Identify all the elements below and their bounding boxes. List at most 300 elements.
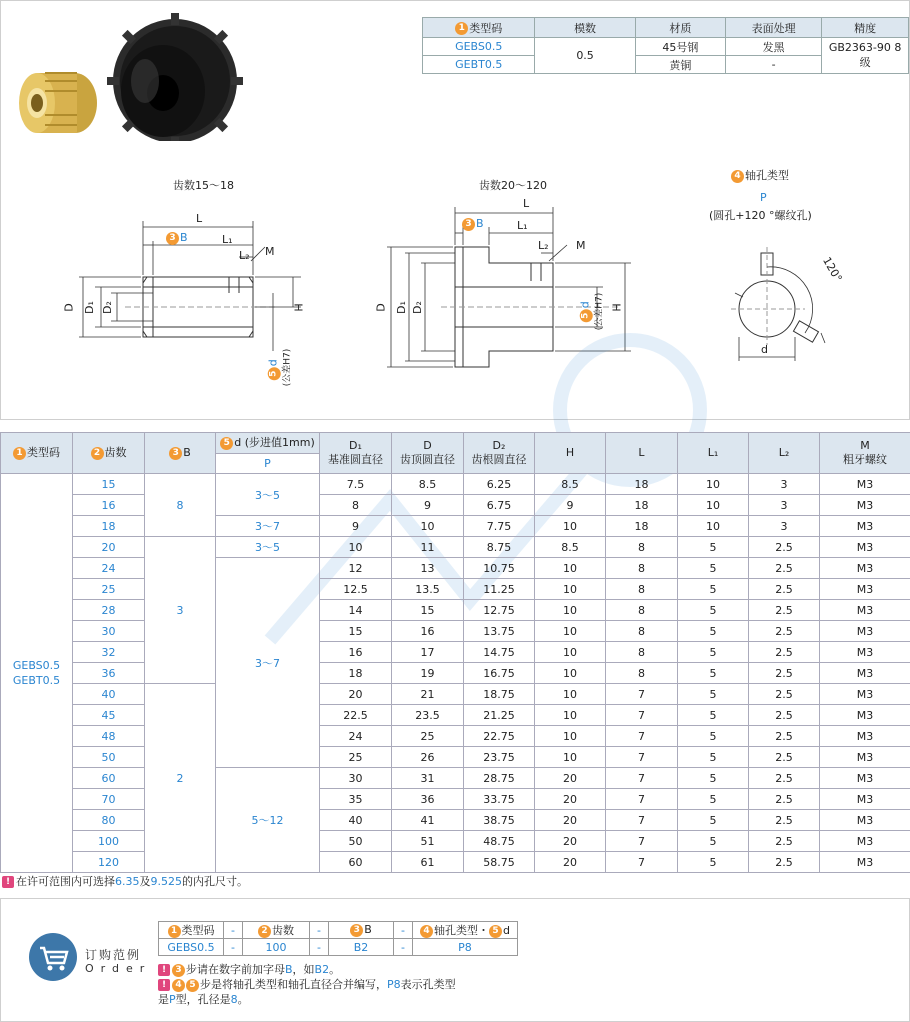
h-cell: 10 <box>535 726 606 747</box>
l-cell: 7 <box>606 747 678 768</box>
step-number-badge: 5 <box>267 367 280 380</box>
dim-M: M <box>265 245 275 258</box>
table-row <box>1 705 910 726</box>
step-number-badge: 3 <box>172 964 185 977</box>
spec-header-material: 材质 <box>635 18 725 38</box>
p-cell: 3～5 <box>216 537 320 558</box>
d1-cell: 30 <box>320 768 392 789</box>
drawing-title-right-text: 轴孔类型 <box>745 169 789 182</box>
header-b <box>145 433 216 474</box>
header-teeth-label: 齿数 <box>104 446 127 459</box>
hole-type-code: P <box>760 191 767 204</box>
table-row <box>1 810 910 831</box>
d-cell: 31 <box>392 768 464 789</box>
l1-cell: 10 <box>678 516 749 537</box>
order-separator: - <box>224 939 243 956</box>
p-cell: 3～7 <box>216 516 320 537</box>
order-header-teeth <box>243 922 310 939</box>
spec-header-precision: 精度 <box>822 18 909 38</box>
d1-cell: 22.5 <box>320 705 392 726</box>
teeth-cell: 18 <box>73 516 145 537</box>
l2-cell: 2.5 <box>749 768 820 789</box>
l2-cell: 2.5 <box>749 831 820 852</box>
l2-cell: 3 <box>749 474 820 495</box>
spec-header-surface: 表面处理 <box>726 18 822 38</box>
order-header-type <box>159 922 224 939</box>
h-cell: 20 <box>535 789 606 810</box>
teeth-cell: 45 <box>73 705 145 726</box>
hole-angle: 120° <box>819 254 845 285</box>
table-row <box>1 747 910 768</box>
d2-cell: 8.75 <box>464 537 535 558</box>
m-cell: M3 <box>820 705 910 726</box>
l1-cell: 10 <box>678 495 749 516</box>
d-cell: 23.5 <box>392 705 464 726</box>
l2-cell: 3 <box>749 516 820 537</box>
note-value-a: 6.35 <box>115 875 140 888</box>
dim-L1-large: L₁ <box>517 219 528 232</box>
l-cell: 7 <box>606 810 678 831</box>
h-cell: 9 <box>535 495 606 516</box>
header-d1 <box>320 433 392 474</box>
l-cell: 7 <box>606 705 678 726</box>
drawing-title-middle: 齿数20～120 <box>479 179 547 192</box>
m-cell: M3 <box>820 726 910 747</box>
h-cell: 10 <box>535 558 606 579</box>
spec-surface: 发黑 <box>726 38 822 56</box>
spec-module: 0.5 <box>535 38 635 74</box>
l-cell: 7 <box>606 852 678 873</box>
l1-cell: 5 <box>678 663 749 684</box>
header-dd-symbol: D <box>423 439 432 452</box>
dim-B-large <box>462 217 484 231</box>
order-separator: - <box>310 922 329 939</box>
step-number-badge: 5 <box>220 437 233 450</box>
table-row <box>1 684 910 705</box>
dim-H-large: H <box>610 303 624 312</box>
l2-cell: 2.5 <box>749 684 820 705</box>
table-row <box>1 789 910 810</box>
m-cell: M3 <box>820 558 910 579</box>
l1-cell: 5 <box>678 579 749 600</box>
dim-B-label: B <box>180 231 188 244</box>
note-text: 的内孔尺寸。 <box>182 875 248 888</box>
header-m <box>820 433 910 474</box>
h-cell: 10 <box>535 621 606 642</box>
l2-cell: 2.5 <box>749 579 820 600</box>
header-m-label: 粗牙螺纹 <box>843 453 887 466</box>
d1-cell: 15 <box>320 621 392 642</box>
p-cell: 5～12 <box>216 768 320 873</box>
d1-cell: 60 <box>320 852 392 873</box>
order-header-label: d <box>503 924 510 937</box>
header-d1-symbol: D₁ <box>349 439 362 452</box>
step-number-badge: 3 <box>166 232 179 245</box>
order-value-row <box>159 939 518 956</box>
table-row <box>1 537 910 558</box>
b-cell: 3 <box>145 537 216 684</box>
teeth-cell: 28 <box>73 600 145 621</box>
m-cell: M3 <box>820 600 910 621</box>
spec-header-type <box>423 18 535 38</box>
order-header-label: 轴孔类型・ <box>434 924 489 937</box>
d1-cell: 12 <box>320 558 392 579</box>
dim-B <box>166 231 188 245</box>
h-cell: 20 <box>535 810 606 831</box>
header-d2-label: 齿根圆直径 <box>471 453 527 466</box>
product-overview-panel <box>0 0 910 420</box>
model-code: GEBS0.5 <box>12 659 61 672</box>
spec-header-row <box>423 18 909 38</box>
l-cell: 8 <box>606 579 678 600</box>
header-d2-symbol: D₂ <box>492 439 506 452</box>
dim-D1-large: D₁ <box>394 301 408 314</box>
table-row <box>1 621 910 642</box>
teeth-cell: 15 <box>73 474 145 495</box>
l2-cell: 2.5 <box>749 621 820 642</box>
drawing-large-gear <box>371 197 651 387</box>
dim-d-label: d <box>578 301 592 309</box>
drawing-title-right <box>731 167 789 183</box>
dim-d <box>267 359 281 380</box>
note-text: 表示孔类型 <box>400 978 456 991</box>
b-cell: 2 <box>145 684 216 873</box>
order-example-panel <box>0 898 910 1022</box>
table-row <box>1 768 910 789</box>
table-row <box>1 852 910 873</box>
step-number-badge: 3 <box>462 218 475 231</box>
black-gear-image <box>107 13 243 141</box>
order-value-teeth: 100 <box>243 939 310 956</box>
m-cell: M3 <box>820 474 910 495</box>
order-header-label: 类型码 <box>181 924 215 937</box>
b-cell: 8 <box>145 474 216 537</box>
step-number-badge: 3 <box>169 447 182 460</box>
m-cell: M3 <box>820 789 910 810</box>
d2-cell: 6.25 <box>464 474 535 495</box>
table-row <box>1 831 910 852</box>
d-cell: 61 <box>392 852 464 873</box>
d1-cell: 25 <box>320 747 392 768</box>
l1-cell: 5 <box>678 831 749 852</box>
order-separator: - <box>394 922 413 939</box>
header-p: P <box>216 454 320 474</box>
m-cell: M3 <box>820 663 910 684</box>
note-text: 在许可范围内可选择 <box>16 875 115 888</box>
product-photo <box>15 11 255 141</box>
header-l1: L₁ <box>678 433 749 474</box>
l1-cell: 5 <box>678 600 749 621</box>
drawing-small-gear <box>62 201 305 381</box>
m-cell: M3 <box>820 537 910 558</box>
table-row <box>1 726 910 747</box>
note-highlight: B2 <box>314 963 330 976</box>
dim-H: H <box>292 303 306 312</box>
d1-cell: 9 <box>320 516 392 537</box>
brass-gear-image <box>19 73 97 133</box>
table-row <box>1 642 910 663</box>
h-cell: 20 <box>535 852 606 873</box>
d2-cell: 21.25 <box>464 705 535 726</box>
m-cell: M3 <box>820 516 910 537</box>
spec-material: 45号钢 <box>635 38 725 56</box>
d1-cell: 8 <box>320 495 392 516</box>
h-cell: 10 <box>535 663 606 684</box>
l1-cell: 5 <box>678 621 749 642</box>
l2-cell: 2.5 <box>749 600 820 621</box>
step-number-badge: 4 <box>172 979 185 992</box>
l2-cell: 2.5 <box>749 642 820 663</box>
dim-d-large <box>579 301 593 322</box>
l1-cell: 5 <box>678 768 749 789</box>
teeth-cell: 36 <box>73 663 145 684</box>
d1-cell: 50 <box>320 831 392 852</box>
model-code: GEBT0.5 <box>12 674 61 687</box>
header-d2 <box>464 433 535 474</box>
header-h: H <box>535 433 606 474</box>
l1-cell: 5 <box>678 537 749 558</box>
dim-D: D <box>62 303 76 312</box>
l-cell: 7 <box>606 789 678 810</box>
teeth-cell: 60 <box>73 768 145 789</box>
d-cell: 13.5 <box>392 579 464 600</box>
drawing-title-left: 齿数15～18 <box>173 179 234 192</box>
l-cell: 7 <box>606 831 678 852</box>
l1-cell: 5 <box>678 642 749 663</box>
d-cell: 41 <box>392 810 464 831</box>
dim-M-large: M <box>576 239 586 252</box>
warning-icon: ! <box>158 979 170 991</box>
l2-cell: 2.5 <box>749 852 820 873</box>
l1-cell: 10 <box>678 474 749 495</box>
warning-icon: ! <box>158 964 170 976</box>
d2-cell: 16.75 <box>464 663 535 684</box>
l-cell: 8 <box>606 621 678 642</box>
drawing-hole-type <box>721 233 851 373</box>
d-cell: 9 <box>392 495 464 516</box>
d1-cell: 40 <box>320 810 392 831</box>
h-cell: 10 <box>535 579 606 600</box>
l2-cell: 2.5 <box>749 705 820 726</box>
teeth-cell: 50 <box>73 747 145 768</box>
d1-cell: 18 <box>320 663 392 684</box>
order-value-type: GEBS0.5 <box>159 939 224 956</box>
h-cell: 8.5 <box>535 474 606 495</box>
teeth-cell: 16 <box>73 495 145 516</box>
note-text: 及 <box>139 875 151 888</box>
order-header-label: B <box>364 923 372 937</box>
l1-cell: 5 <box>678 789 749 810</box>
table-header-row <box>1 433 910 454</box>
teeth-cell: 80 <box>73 810 145 831</box>
dimension-table <box>0 432 910 873</box>
d1-cell: 35 <box>320 789 392 810</box>
l-cell: 8 <box>606 537 678 558</box>
dim-B-label: B <box>476 217 484 230</box>
header-type-code <box>1 433 73 474</box>
m-cell: M3 <box>820 852 910 873</box>
step-number-badge: 1 <box>13 447 26 460</box>
l1-cell: 5 <box>678 810 749 831</box>
d1-cell: 12.5 <box>320 579 392 600</box>
l-cell: 7 <box>606 684 678 705</box>
m-cell: M3 <box>820 621 910 642</box>
m-cell: M3 <box>820 684 910 705</box>
spec-code: GEBS0.5 <box>423 38 535 56</box>
l2-cell: 2.5 <box>749 663 820 684</box>
m-cell: M3 <box>820 810 910 831</box>
teeth-cell: 25 <box>73 579 145 600</box>
l1-cell: 5 <box>678 684 749 705</box>
teeth-cell: 40 <box>73 684 145 705</box>
teeth-cell: 70 <box>73 789 145 810</box>
d2-cell: 38.75 <box>464 810 535 831</box>
spec-header-label: 类型码 <box>469 21 503 35</box>
spec-header-module: 模数 <box>535 18 635 38</box>
d-cell: 8.5 <box>392 474 464 495</box>
order-note-2-line2 <box>158 991 249 1007</box>
table-body <box>1 474 910 873</box>
note-highlight: B <box>285 963 293 976</box>
l1-cell: 5 <box>678 558 749 579</box>
spec-surface: - <box>726 56 822 74</box>
m-cell: M3 <box>820 747 910 768</box>
dim-D-large: D <box>374 303 388 312</box>
table-row <box>1 600 910 621</box>
order-header-label: 齿数 <box>272 924 294 937</box>
l2-cell: 2.5 <box>749 789 820 810</box>
dim-L-large: L <box>523 197 530 210</box>
header-dd <box>392 433 464 474</box>
note-value-b: 9.525 <box>150 875 182 888</box>
d-cell: 26 <box>392 747 464 768</box>
dim-d-label: d <box>266 359 280 367</box>
l2-cell: 2.5 <box>749 537 820 558</box>
bore-note <box>2 873 248 889</box>
step-number-badge: 1 <box>455 22 468 35</box>
d1-cell: 24 <box>320 726 392 747</box>
note-text: ，如 <box>292 963 315 976</box>
order-subtitle: Order <box>85 962 152 975</box>
d-cell: 19 <box>392 663 464 684</box>
m-cell: M3 <box>820 579 910 600</box>
table-row <box>1 516 910 537</box>
dim-L2: L₂ <box>239 249 250 262</box>
step-number-badge: 5 <box>489 925 502 938</box>
h-cell: 8.5 <box>535 537 606 558</box>
step-number-badge: 4 <box>420 925 433 938</box>
h-cell: 10 <box>535 684 606 705</box>
d2-cell: 28.75 <box>464 768 535 789</box>
step-number-badge: 1 <box>168 925 181 938</box>
dim-L2-large: L₂ <box>538 239 549 252</box>
note-highlight: 8 <box>230 993 238 1006</box>
header-type-code-label: 类型码 <box>27 446 60 459</box>
l2-cell: 3 <box>749 495 820 516</box>
d2-cell: 48.75 <box>464 831 535 852</box>
order-value-hole: P8 <box>413 939 518 956</box>
p-cell: 3～7 <box>216 558 320 768</box>
dim-L1: L₁ <box>222 233 233 246</box>
p-cell: 3～5 <box>216 474 320 516</box>
note-highlight: P <box>169 993 176 1006</box>
d2-cell: 6.75 <box>464 495 535 516</box>
order-example-table <box>158 921 518 956</box>
step-number-badge: 4 <box>731 170 744 183</box>
l1-cell: 5 <box>678 852 749 873</box>
step-number-badge: 2 <box>258 925 271 938</box>
tolerance-note: (公差H7) <box>594 292 605 331</box>
d-cell: 36 <box>392 789 464 810</box>
h-cell: 20 <box>535 768 606 789</box>
m-cell: M3 <box>820 768 910 789</box>
spec-code: GEBT0.5 <box>423 56 535 74</box>
m-cell: M3 <box>820 495 910 516</box>
model-code-cell <box>1 474 73 873</box>
d2-cell: 22.75 <box>464 726 535 747</box>
l-cell: 7 <box>606 726 678 747</box>
d2-cell: 7.75 <box>464 516 535 537</box>
spec-precision: GB2363-90 8级 <box>822 38 909 74</box>
header-m-symbol: M <box>860 439 870 452</box>
header-d <box>216 433 320 454</box>
dim-d-hole: d <box>761 343 768 356</box>
table-row <box>1 495 910 516</box>
d2-cell: 58.75 <box>464 852 535 873</box>
teeth-cell: 20 <box>73 537 145 558</box>
note-text: 。 <box>329 963 341 976</box>
header-b-label: B <box>183 446 191 459</box>
step-number-badge: 3 <box>350 924 363 937</box>
l-cell: 18 <box>606 474 678 495</box>
d2-cell: 11.25 <box>464 579 535 600</box>
order-header-hole <box>413 922 518 939</box>
header-d1-label: 基准圆直径 <box>328 453 383 466</box>
h-cell: 20 <box>535 831 606 852</box>
l-cell: 7 <box>606 768 678 789</box>
m-cell: M3 <box>820 831 910 852</box>
d2-cell: 18.75 <box>464 684 535 705</box>
order-value-b: B2 <box>329 939 394 956</box>
d2-cell: 23.75 <box>464 747 535 768</box>
warning-icon: ! <box>2 876 14 888</box>
l-cell: 8 <box>606 642 678 663</box>
d-cell: 11 <box>392 537 464 558</box>
d1-cell: 20 <box>320 684 392 705</box>
d1-cell: 10 <box>320 537 392 558</box>
l2-cell: 2.5 <box>749 726 820 747</box>
d2-cell: 14.75 <box>464 642 535 663</box>
order-separator: - <box>224 922 243 939</box>
header-l: L <box>606 433 678 474</box>
h-cell: 10 <box>535 642 606 663</box>
teeth-cell: 120 <box>73 852 145 873</box>
header-dd-label: 齿顶圆直径 <box>400 453 455 466</box>
order-header-b <box>329 922 394 939</box>
cart-icon <box>29 933 77 981</box>
m-cell: M3 <box>820 642 910 663</box>
table-row <box>1 474 910 495</box>
d1-cell: 16 <box>320 642 392 663</box>
table-row <box>1 558 910 579</box>
d-cell: 51 <box>392 831 464 852</box>
h-cell: 10 <box>535 516 606 537</box>
table-row <box>1 663 910 684</box>
d2-cell: 13.75 <box>464 621 535 642</box>
d1-cell: 7.5 <box>320 474 392 495</box>
header-teeth <box>73 433 145 474</box>
l2-cell: 2.5 <box>749 747 820 768</box>
